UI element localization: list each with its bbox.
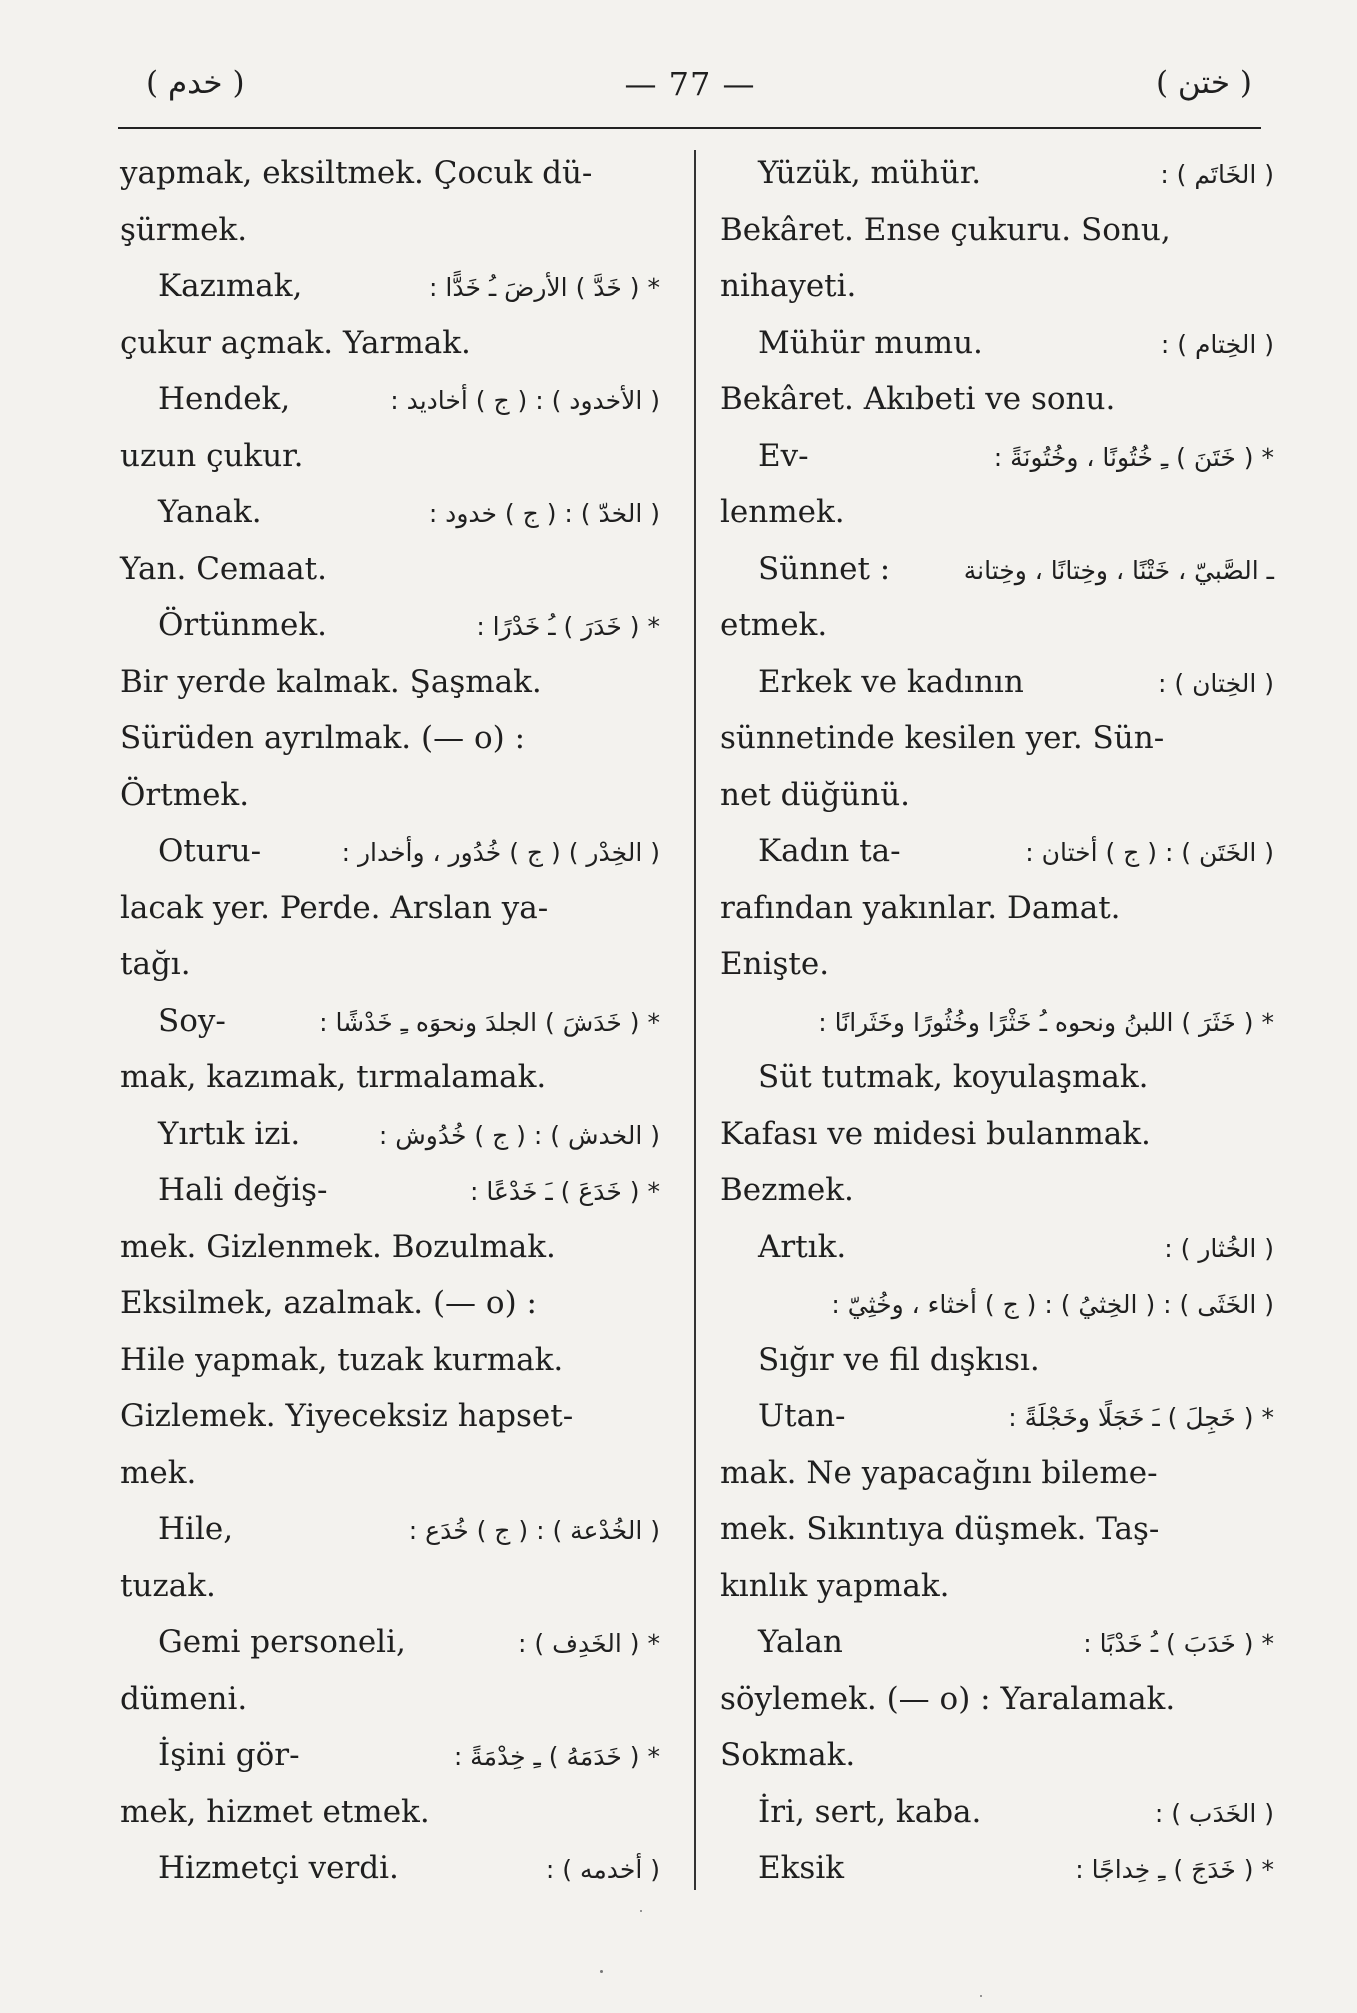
entry-line xyxy=(120,1558,660,1615)
arabic-headword: ( الخُثار ) : xyxy=(1164,1233,1274,1263)
entry-line xyxy=(120,1671,660,1728)
entry-line xyxy=(720,258,1280,315)
entry-line xyxy=(120,1106,660,1163)
arabic-headword: * ( خَدَرَ ) ـُ خَدْرًا : xyxy=(476,612,660,641)
turkish-text: Erkek ve kadının xyxy=(758,663,1024,700)
turkish-text: Eksik xyxy=(758,1850,845,1886)
entry-line xyxy=(720,371,1280,428)
entry-line xyxy=(120,1784,660,1841)
turkish-text: Hile, xyxy=(158,1511,234,1547)
header-rule xyxy=(118,127,1261,129)
entry-line xyxy=(720,1840,1280,1897)
turkish-text: Hile yapmak, tuzak kurmak. xyxy=(120,1341,564,1378)
arabic-headword: ( الخَثَى ) : ( الخِثيُ ) : ( ج ) أخثاء ، وخُثِيّ : xyxy=(831,1290,1274,1319)
turkish-text: Sünnet : xyxy=(758,550,891,587)
turkish-text: Bir yerde kalmak. Şaşmak. xyxy=(120,663,542,700)
print-speck xyxy=(640,1910,642,1912)
entry-line xyxy=(120,597,660,654)
turkish-text: söylemek. (— o) : Yaralamak. xyxy=(720,1680,1176,1717)
turkish-text: tağı. xyxy=(120,946,191,982)
entry-line xyxy=(720,1727,1280,1784)
turkish-text: tuzak. xyxy=(120,1567,216,1604)
entry-line xyxy=(120,654,660,711)
entry-line xyxy=(720,484,1280,541)
turkish-text: Bezmek. xyxy=(720,1172,854,1208)
entry-line xyxy=(120,315,660,372)
turkish-text: Hendek, xyxy=(158,381,291,417)
entry-line xyxy=(120,936,660,993)
right-column xyxy=(720,145,1280,1897)
turkish-text: şürmek. xyxy=(120,211,248,248)
turkish-text: İşini gör- xyxy=(158,1737,300,1773)
arabic-headword: * ( خَثَرَ ) اللبنُ ونحوه ـُ خَثْرًا وخُثُورًا وخَثَرانًا : xyxy=(818,1007,1274,1037)
entry-line xyxy=(720,428,1280,485)
guide-word-left: ( خدم ) xyxy=(146,65,245,101)
turkish-text: Yanak. xyxy=(158,494,262,530)
entry-line xyxy=(720,202,1280,259)
turkish-text: Örtünmek. xyxy=(158,607,328,643)
turkish-text: Utan- xyxy=(758,1398,846,1434)
arabic-headword: ( الخِدْر ) ( ج ) خُدُور ، وأخدار : xyxy=(341,838,660,867)
turkish-text: Kazımak, xyxy=(158,268,303,304)
arabic-headword: ( الخدّ ) : ( ج ) خدود : xyxy=(428,499,660,528)
entry-line xyxy=(720,1219,1280,1276)
turkish-text: Kadın ta- xyxy=(758,833,901,869)
entry-line xyxy=(120,710,660,767)
entry-line xyxy=(120,1332,660,1389)
entry-line xyxy=(120,823,660,880)
entry-line xyxy=(120,767,660,824)
entry-line xyxy=(120,541,660,598)
turkish-text: Yırtık izi. xyxy=(158,1115,301,1152)
entry-line xyxy=(720,597,1280,654)
entry-line xyxy=(720,1501,1280,1558)
turkish-text: dümeni. xyxy=(120,1680,248,1717)
entry-line xyxy=(120,1445,660,1502)
entry-line xyxy=(120,1501,660,1558)
entry-line xyxy=(720,1332,1280,1389)
turkish-text: net düğünü. xyxy=(720,776,911,813)
turkish-text: mak, kazımak, tırmalamak. xyxy=(120,1059,547,1095)
turkish-text: lacak yer. Perde. Arslan ya- xyxy=(120,889,549,926)
arabic-headword: ( الخَاتَم ) : xyxy=(1160,160,1274,189)
arabic-headword: * ( خَجِلَ ) ـَ خَجَلًا وخَجْلَةً : xyxy=(1008,1403,1274,1432)
turkish-text: mek. Gizlenmek. Bozulmak. xyxy=(120,1228,556,1265)
entry-line xyxy=(720,1784,1280,1841)
arabic-headword: * ( خَدَشَ ) الجلدَ ونحوَه ـِ خَدْشًا : xyxy=(319,1007,660,1037)
entry-line xyxy=(120,1840,660,1897)
entry-line xyxy=(720,823,1280,880)
turkish-text: Hizmetçi verdi. xyxy=(158,1850,399,1886)
entry-line xyxy=(120,880,660,937)
arabic-headword: * ( الخَدِف ) : xyxy=(518,1629,660,1658)
turkish-text: Yüzük, mühür. xyxy=(758,155,982,191)
entry-line xyxy=(720,1162,1280,1219)
entry-line xyxy=(120,258,660,315)
guide-word-right: ( ختن ) xyxy=(1155,65,1252,101)
arabic-headword: * ( خَدَبَ ) ـُ خَدْبًا : xyxy=(1083,1629,1274,1658)
turkish-text: Mühür mumu. xyxy=(758,324,983,361)
entry-line xyxy=(120,1275,660,1332)
turkish-text: mek. Sıkıntıya düşmek. Taş- xyxy=(720,1511,1160,1547)
turkish-text: Süt tutmak, koyulaşmak. xyxy=(758,1059,1149,1095)
entry-line xyxy=(120,371,660,428)
entry-line xyxy=(120,1162,660,1219)
turkish-text: uzun çukur. xyxy=(120,437,304,474)
print-speck xyxy=(600,1970,603,1973)
entry-line xyxy=(120,1614,660,1671)
turkish-text: mek, hizmet etmek. xyxy=(120,1793,430,1830)
entry-line xyxy=(120,145,660,202)
entry-line xyxy=(720,541,1280,598)
arabic-headword: * ( خَدَعَ ) ـَ خَدْعًا : xyxy=(469,1177,660,1206)
turkish-text: İri, sert, kaba. xyxy=(758,1793,982,1830)
entry-line xyxy=(720,993,1280,1050)
turkish-text: Kafası ve midesi bulanmak. xyxy=(720,1115,1151,1152)
arabic-headword: * ( خَدَمَهُ ) ـِ خِدْمَةً : xyxy=(453,1742,660,1771)
turkish-text: Yan. Cemaat. xyxy=(120,550,327,587)
turkish-text: rafından yakınlar. Damat. xyxy=(720,889,1121,926)
arabic-headword: ( الخُدْعة ) : ( ج ) خُدَع : xyxy=(408,1516,660,1545)
turkish-text: Örtmek. xyxy=(120,776,250,813)
page-number: — 77 — xyxy=(624,65,756,103)
turkish-text: nihayeti. xyxy=(720,268,857,304)
entry-line xyxy=(120,1219,660,1276)
entry-line xyxy=(720,710,1280,767)
turkish-text: etmek. xyxy=(720,607,828,643)
turkish-text: sünnetinde kesilen yer. Sün- xyxy=(720,720,1165,756)
left-column xyxy=(120,145,660,1897)
arabic-headword: ـ الصَّبيّ ، خَتْنًا ، وخِتانًا ، وخِتانة xyxy=(963,555,1274,585)
entry-line xyxy=(720,1558,1280,1615)
turkish-text: Yalan xyxy=(758,1624,843,1660)
entry-line xyxy=(720,1106,1280,1163)
entry-line xyxy=(720,880,1280,937)
entry-line xyxy=(120,1049,660,1106)
entry-line xyxy=(120,428,660,485)
entry-line xyxy=(720,1445,1280,1502)
turkish-text: Ev- xyxy=(758,437,809,474)
turkish-text: Bekâret. Ense çukuru. Sonu, xyxy=(720,211,1171,248)
page-header xyxy=(120,65,1260,125)
turkish-text: lenmek. xyxy=(720,494,845,530)
arabic-headword: ( الخَتَن ) : ( ج ) أختان : xyxy=(1025,838,1274,867)
entry-line xyxy=(720,1049,1280,1106)
turkish-text: Soy- xyxy=(158,1002,226,1039)
turkish-text: Gizlemek. Yiyeceksiz hapset- xyxy=(120,1398,574,1434)
entry-line xyxy=(120,993,660,1050)
turkish-text: Bekâret. Akıbeti ve sonu. xyxy=(720,381,1116,417)
entry-line xyxy=(720,315,1280,372)
entry-line xyxy=(720,1388,1280,1445)
entry-line xyxy=(720,1671,1280,1728)
arabic-headword: * ( خَتَنَ ) ـِ خُتُونًا ، وخُتُونَةً : xyxy=(993,442,1274,472)
turkish-text: Sürüden ayrılmak. (— o) : xyxy=(120,720,526,756)
turkish-text: mak. Ne yapacağını bileme- xyxy=(720,1454,1158,1491)
turkish-text: Gemi personeli, xyxy=(158,1624,406,1660)
turkish-text: çukur açmak. Yarmak. xyxy=(120,324,471,361)
entry-line xyxy=(120,1388,660,1445)
turkish-text: kınlık yapmak. xyxy=(720,1567,950,1604)
entry-line xyxy=(720,767,1280,824)
turkish-text: Sokmak. xyxy=(720,1737,856,1773)
turkish-text: Sığır ve fil dışkısı. xyxy=(758,1341,1040,1378)
arabic-headword: ( الخدش ) : ( ج ) خُدُوش : xyxy=(378,1120,660,1150)
column-divider xyxy=(694,150,696,1890)
entry-line xyxy=(720,936,1280,993)
print-speck xyxy=(980,1995,982,1997)
arabic-headword: ( الأخدود ) : ( ج ) أخاديد : xyxy=(390,386,660,415)
arabic-headword: ( أخدمه ) : xyxy=(545,1855,660,1884)
arabic-headword: ( الخِتام ) : xyxy=(1160,329,1274,359)
entry-line xyxy=(720,1614,1280,1671)
entry-line xyxy=(720,145,1280,202)
turkish-text: Eksilmek, azalmak. (— o) : xyxy=(120,1285,537,1321)
entry-line xyxy=(120,202,660,259)
entry-line xyxy=(720,1275,1280,1332)
turkish-text: Artık. xyxy=(758,1228,847,1265)
arabic-headword: * ( خَدَجَ ) ـِ خِداجًا : xyxy=(1075,1855,1274,1884)
turkish-text: Enişte. xyxy=(720,946,830,982)
turkish-text: Oturu- xyxy=(158,833,262,869)
arabic-headword: ( الخِتان ) : xyxy=(1158,668,1274,698)
entry-line xyxy=(120,484,660,541)
turkish-text: mek. xyxy=(120,1454,197,1491)
turkish-text: yapmak, eksiltmek. Çocuk dü- xyxy=(120,155,593,191)
arabic-headword: * ( خَدَّ ) الأرضَ ـُ خَدًّا : xyxy=(429,273,660,302)
turkish-text: Hali değiş- xyxy=(158,1172,328,1208)
entry-line xyxy=(720,654,1280,711)
arabic-headword: ( الخَدَب ) : xyxy=(1154,1798,1274,1828)
entry-line xyxy=(120,1727,660,1784)
